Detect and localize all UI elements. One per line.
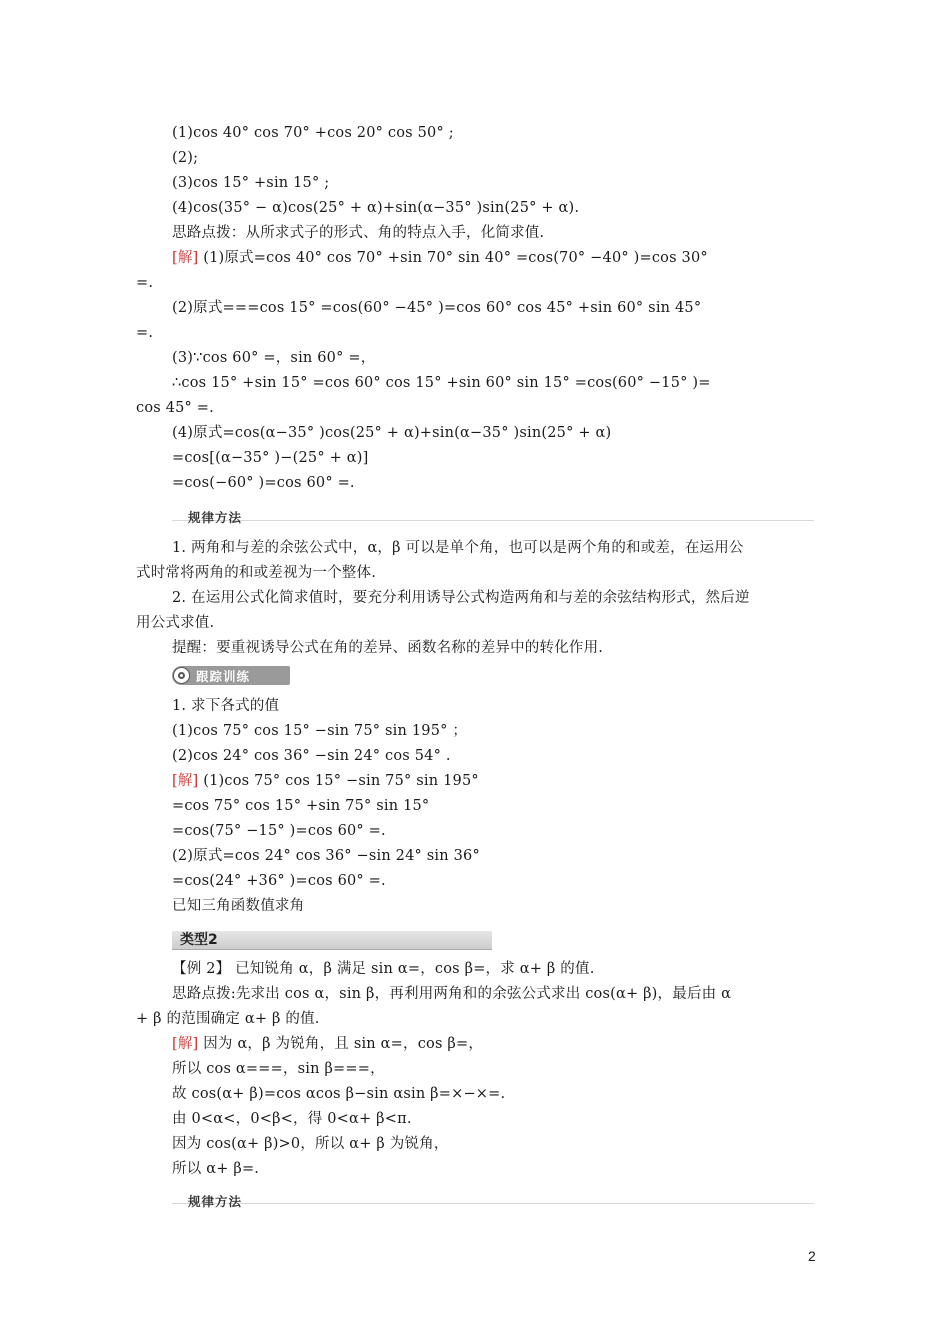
section-rule [172,1203,814,1204]
text-line: ∴cos 15° +sin 15° =cos 60° cos 15° +sin 60° sin 15° =cos(60° −15° )= [172,375,711,391]
method-badge [184,1191,246,1211]
text-line: =cos(24° +36° )=cos 60° =. [172,873,386,889]
text-line: (2); [172,150,199,166]
training-badge [172,666,290,685]
text-line: =cos[(α−35° )−(25° + α)] [172,450,369,466]
text-line: (1)cos 40° cos 70° +cos 20° cos 50° ; [172,125,454,141]
section-heading: 已知三角函数值求角 [172,898,305,914]
solution-line [172,1034,483,1054]
hint-line: 思路点拨：从所求式子的形式、角的特点入手，化简求值. [172,225,545,241]
text-line: 1. 求下各式的值 [172,698,280,714]
training-badge-label: 跟踪训练 [196,668,251,684]
method-badge [184,507,246,527]
target-icon [173,667,190,684]
hint-line: 思路点拨:先求出 cos α，sin β，再利用两角和的余弦公式求出 cos(α+ β)，最后由 α [172,986,732,1002]
solution-text: (1)cos 75° cos 15° −sin 75° sin 195° [198,773,479,789]
method-badge-label: 规律方法 [188,1194,243,1209]
text-line: 1. 两角和与差的余弦公式中，α，β 可以是单个角，也可以是两个角的和或差，在运用公 [172,540,744,556]
type-banner-label: 类型2 [180,932,218,948]
text-line: (3)cos 15° +sin 15° ; [172,175,330,191]
text-line: 由 0<α<，0<β<，得 0<α+ β<π. [172,1111,412,1127]
text-line: 用公式求值. [136,615,215,631]
text-line: =cos(75° −15° )=cos 60° =. [172,823,386,839]
text-line: 2. 在运用公式化简求值时，要充分利用诱导公式构造两角和与差的余弦结构形式，然后逆 [172,590,750,606]
text-line: 因为 cos(α+ β)>0，所以 α+ β 为锐角， [172,1136,449,1152]
text-line: (2)cos 24° cos 36° −sin 24° cos 54° . [172,748,451,764]
text-line: 式时常将两角的和或差视为一个整体. [136,565,377,581]
text-line: + β 的范围确定 α+ β 的值. [136,1011,320,1027]
section-rule [172,520,814,521]
text-line: 提醒：要重视诱导公式在角的差异、函数名称的差异中的转化作用. [172,640,604,656]
method-badge-label: 规律方法 [188,510,243,525]
text-line: 所以 cos α===，sin β===， [172,1061,385,1077]
text-line: 所以 α+ β=. [172,1161,260,1177]
type-banner [172,931,492,950]
solution-text: 因为 α，β 为锐角，且 sin α=，cos β=， [198,1036,484,1052]
text-line: 故 cos(α+ β)=cos αcos β−sin αsin β=×−×=. [172,1086,506,1102]
text-line: (4)原式=cos(α−35° )cos(25° + α)+sin(α−35° )sin(25° + α) [172,425,612,441]
solution-tag: [解] [172,250,199,266]
text-line: (2)原式=cos 24° cos 36° −sin 24° sin 36° [172,848,480,864]
text-line: =cos(−60° )=cos 60° =. [172,475,355,491]
solution-line [172,771,479,791]
page-number: 2 [808,1248,816,1264]
solution-text: (1)原式=cos 40° cos 70° +sin 70° sin 40° =cos(70° −40° )=cos 30° [198,250,708,266]
text-line: (3)∵cos 60° =，sin 60° =， [172,350,376,366]
solution-tag: [解] [172,773,199,789]
text-line: (2)原式===cos 15° =cos(60° −45° )=cos 60° cos 45° +sin 60° sin 45° [172,300,702,316]
text-line: =cos 75° cos 15° +sin 75° sin 15° [172,798,430,814]
solution-tag: [解] [172,1036,199,1052]
text-line: (4)cos(35° − α)cos(25° + α)+sin(α−35° )sin(25° + α). [172,200,580,216]
example-line: 【例 2】 已知锐角 α，β 满足 sin α=，cos β=，求 α+ β 的值. [172,961,595,977]
text-line: =. [136,325,154,341]
text-line: =. [136,275,154,291]
text-line: cos 45° =. [136,400,214,416]
text-line: (1)cos 75° cos 15° −sin 75° sin 195° ； [172,723,468,739]
solution-line [172,248,708,268]
